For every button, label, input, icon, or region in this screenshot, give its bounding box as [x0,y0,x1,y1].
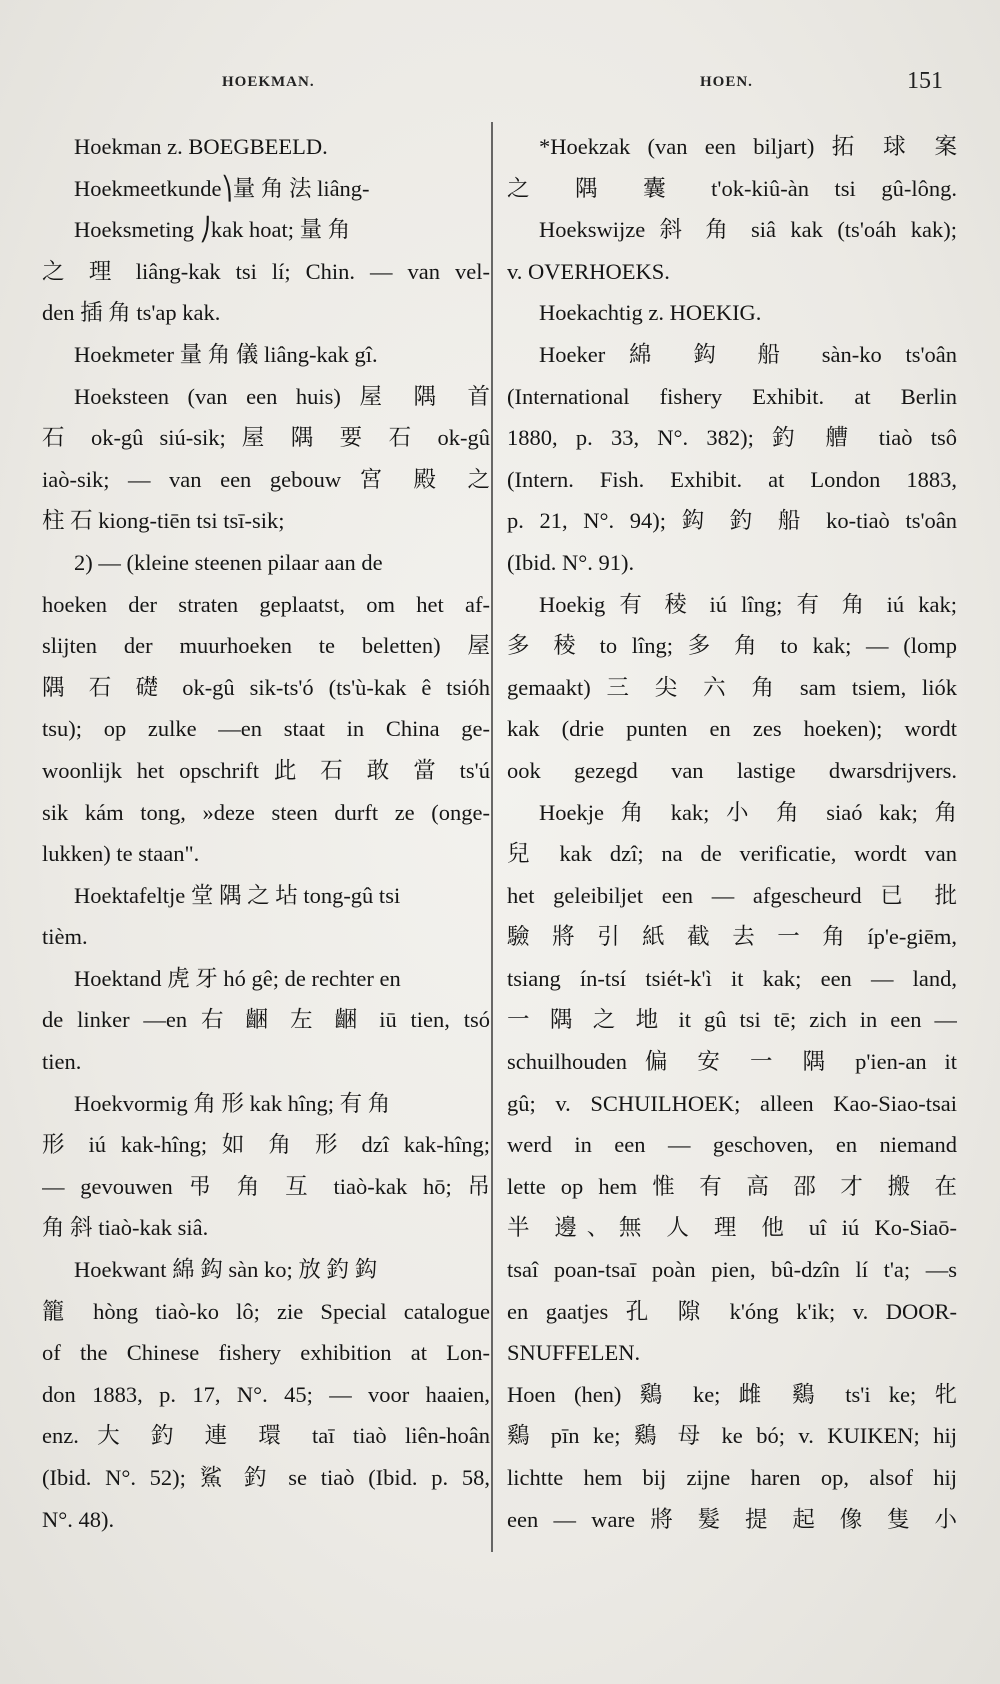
text-line: N°. 48). [42,1506,115,1532]
text-line: (Ibid. N°. 91). [507,549,635,575]
text-line: Hoen (hen) 鷄 ke; 雌 鷄 ts'i ke; 牝 [507,1381,957,1407]
text-line: 籠 hòng tiaò-ko lô; zie Special catalogue [42,1298,490,1324]
text-line: — gevouwen 弔 角 互 tiaò-kak hō; 吊 [42,1173,490,1199]
page-number: 151 [907,68,943,94]
text-line: een — ware 將 髮 提 起 像 隻 小 [507,1506,957,1532]
text-line: Hoekwant 綿 鈎 sàn ko; 放 釣 鈎 [74,1257,378,1283]
text-line: of the Chinese fishery exhibition at Lon- [42,1340,490,1366]
text-line: lichtte hem bij zijne haren op, alsof hij [507,1465,957,1490]
text-line: 石 ok-gû siú-sik; 屋 隅 要 石 ok-gû [42,425,490,451]
text-line: iaò-sik; — van een gebouw 宮 殿 之 [42,466,490,492]
text-line: lukken) te staan". [42,841,200,867]
text-line: Hoeker 綿 鈎 船 sàn-ko ts'oân [539,341,957,367]
text-line: p. 21, N°. 94); 鈎 釣 船 ko-tiaò ts'oân [507,508,957,534]
text-line: 之 理 liâng-kak tsi lí; Chin. — van vel- [42,258,490,284]
running-head-right: HOEN. [700,74,753,90]
text-line: tien. [42,1049,82,1075]
text-line: enz. 大 釣 連 環 taī tiaò liên-hoân [42,1423,490,1449]
text-line: Hoektand 虎 牙 hó gê; de rechter en [74,965,401,991]
text-line: Hoekig 有 稜 iú lîng; 有 角 iú kak; [539,591,957,617]
text-line: ook gezegd van lastige dwarsdrijvers. [507,757,957,783]
text-line: tsaî poan-tsaī poàn pien, bû-dzîn lí t'a; —s [507,1257,957,1283]
text-line: de linker —en 右 齫 左 齫 iū tien, tsó [42,1007,490,1033]
text-line: hoeken der straten geplaatst, om het af- [42,591,490,617]
text-line: don 1883, p. 17, N°. 45; — voor haaien, [42,1381,490,1407]
text-line: Hoekje 角 kak; 小 角 siaó kak; 角 [539,799,957,825]
text-line: 角 斜 tiaò-kak siâ. [42,1215,209,1241]
text-line: tièm. [42,924,88,950]
text-line: 一 隅 之 地 it gû tsi tē; zich in een — [507,1007,957,1033]
text-line: Hoekman z. BOEGBEELD. [74,134,328,159]
text-line: 鷄 pīn ke; 鷄 母 ke bó; v. KUIKEN; hij [507,1423,957,1449]
text-line: tsu); op zulke —en staat in China ge- [42,716,490,742]
text-line: Hoektafeltje 堂 隅 之 坫 tong-gû tsi [74,882,401,908]
left-column [42,126,490,1540]
text-line: kak (drie punten en zes hoeken); wordt [507,716,957,742]
text-line: lette op hem 惟 有 高 邵 才 搬 在 [507,1173,957,1199]
text-line: 形 iú kak-hîng; 如 角 形 dzî kak-hîng; [42,1132,490,1158]
text-line: het geleibiljet een — afgescheurd 已 批 [507,882,957,908]
text-line: gû; v. SCHUILHOEK; alleen Kao-Siao-tsai [507,1090,957,1116]
text-line: Hoeksteen (van een huis) 屋 隅 首 [74,383,490,409]
text-line: 半 邊、無 人 理 他 uî iú Ko-Siaō- [507,1215,957,1241]
text-line: werd in een — geschoven, en niemand [507,1132,957,1158]
text-line: Hoekvormig 角 形 kak hîng; 有 角 [74,1090,391,1116]
text-line: tsiang ín-tsí tsiét-k'ì it kak; een — land, [507,965,957,991]
text-line: 驗 將 引 紙 截 去 一 角 íp'e-giēm, [507,924,957,950]
text-line: SNUFFELEN. [507,1340,641,1366]
text-line: woonlijk het opschrift 此 石 敢 當 ts'ú [42,757,490,783]
text-line: 柱 石 kiong-tiēn tsi tsī-sik; [42,508,285,534]
text-line: v. OVERHOEKS. [507,258,670,284]
text-line: Hoekmeter 量 角 儀 liâng-kak gî. [74,341,378,367]
text-line: schuilhouden 偏 安 一 隅 p'ien-an it [507,1049,957,1075]
text-line: *Hoekzak (van een biljart) 拓 球 案 [539,134,957,159]
text-line: Hoekmeetkunde⎞量 角 法 liâng- [74,175,370,201]
text-line: Hoekachtig z. HOEKIG. [539,300,762,326]
text-line: slijten der muurhoeken te beletten) 屋 [42,633,490,659]
text-line: Hoeksmeting ⎠kak hoat; 量 角 [74,217,351,243]
running-head-left: HOEKMAN. [222,74,315,90]
text-line: 兒 kak dzî; na de verificatie, wordt van [507,841,957,867]
text-line: 2) — (kleine steenen pilaar aan de [74,549,383,575]
text-line: den 插 角 ts'ap kak. [42,300,221,326]
text-line: gemaakt) 三 尖 六 角 sam tsiem, liók [507,674,957,700]
text-line: en gaatjes 孔 隙 k'óng k'ik; v. DOOR- [507,1298,957,1324]
text-line: 之 隅 囊 t'ok-kiû-àn tsi gû-lông. [507,175,957,201]
column-divider [491,122,493,1552]
text-line: Hoekswijze 斜 角 siâ kak (ts'oáh kak); [539,217,957,243]
text-line: (International fishery Exhibit. at Berlin [507,383,957,409]
text-line: sik kám tong, »deze steen durft ze (onge- [42,799,490,825]
text-line: 多 稜 to lîng; 多 角 to kak; — (lomp [507,633,957,659]
right-column [507,126,957,1540]
text-line: 隅 石 礎 ok-gû sik-ts'ó (ts'ù-kak ê tsióh [42,674,490,700]
text-line: (Intern. Fish. Exhibit. at London 1883, [507,466,957,492]
text-line: 1880, p. 33, N°. 382); 釣 艚 tiaò tsô [507,425,957,451]
text-line: (Ibid. N°. 52); 鯊 釣 se tiaò (Ibid. p. 58, [42,1465,490,1490]
